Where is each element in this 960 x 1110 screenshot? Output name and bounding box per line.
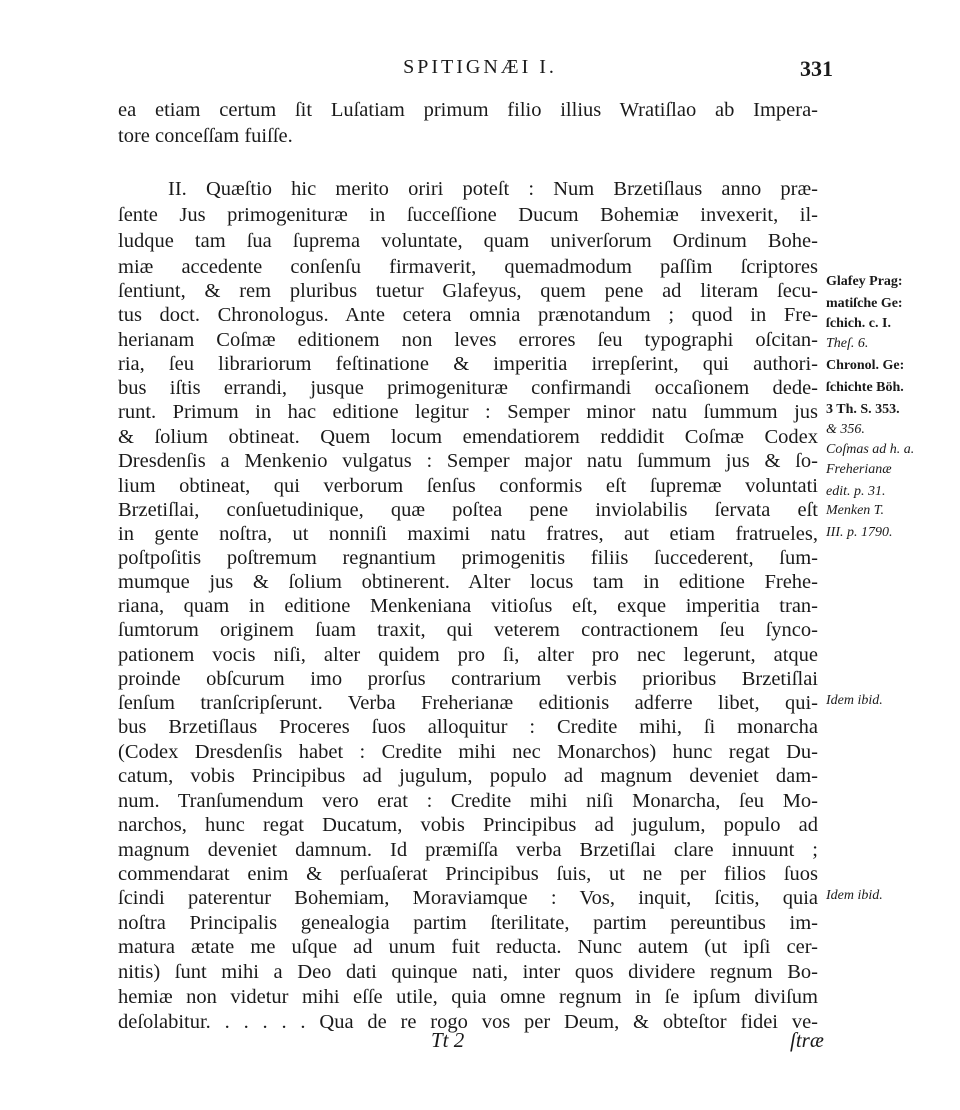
text-line: ſentiunt, & rem pluribus tuetur Glafeyus, quem pene ad literam ſecu- bbox=[118, 280, 818, 302]
text-line: narchos, hunc regat Ducatum, vobis Principibus ad jugulum, populo ad bbox=[118, 814, 818, 836]
page-number: 331 bbox=[800, 56, 833, 81]
text-line: hemiæ non videtur mihi eſſe utile, quia omne regnum in ſe ipſum diviſum bbox=[118, 986, 818, 1008]
text-line: deſolabitur. . . . . . Qua de re rogo vos per Deum, & obteſtor fidei ve- bbox=[118, 1011, 818, 1033]
margin-note: Chronol. Ge: bbox=[826, 358, 905, 373]
text-line: ſcindi paterentur Bohemiam, Moraviamque : Vos, inquit, ſcitis, quia bbox=[118, 887, 818, 909]
text-line: commendarat enim & perſuaſerat Principibus ſuis, ut ne per filios ſuos bbox=[118, 863, 818, 885]
text-line: proinde obſcurum imo prorſus contrarium verbis prioribus Brzetiſlai bbox=[118, 668, 818, 690]
text-line: lium obtineat, qui verborum ſenſus conformis eſt ſupremæ voluntati bbox=[118, 475, 818, 497]
text-line: noſtra Principalis genealogia partim ſterilitate, partim pereuntibus im- bbox=[118, 912, 818, 934]
margin-note: matiſche Ge: bbox=[826, 296, 903, 311]
text-line: miæ accedente conſenſu firmaverit, quemadmodum paſſim ſcriptores bbox=[118, 256, 818, 278]
signature-mark: Tt 2 bbox=[431, 1028, 465, 1052]
text-line: ludque tam ſua ſuprema voluntate, quam univerſorum Ordinum Bohe- bbox=[118, 230, 818, 252]
text-line: tus doct. Chronologus. Ante cetera omnia prænotandum ; quod in Fre- bbox=[118, 304, 818, 326]
margin-note: Idem ibid. bbox=[826, 888, 883, 903]
text-line: num. Tranſumendum vero erat : Credite mihi niſi Monarcha, ſeu Mo- bbox=[118, 790, 818, 812]
running-head: SPITIGNÆI I. bbox=[403, 56, 557, 78]
text-line: bus iſtis errandi, jusque primogenituræ confirmandi occaſionem dede- bbox=[118, 377, 818, 399]
margin-note: Coſmas ad h. a. bbox=[826, 442, 915, 457]
text-line: ea etiam certum ſit Luſatiam primum filio illius Wratiſlao ab Impera- bbox=[118, 99, 818, 121]
margin-note: 3 Th. S. 353. bbox=[826, 402, 900, 417]
text-line: ſente Jus primogenituræ in ſucceſſione Ducum Bohemiæ invexerit, il- bbox=[118, 204, 818, 226]
text-line: nitis) ſunt mihi a Deo dati quinque nati, inter quos dividere regnum Bo- bbox=[118, 961, 818, 983]
text-line: Brzetiſlai, conſuetudinique, quæ poſtea pene inviolabilis ſervata eſt bbox=[118, 499, 818, 521]
catchword: ſtræ bbox=[790, 1028, 824, 1052]
text-line: tore conceſſam fuiſſe. bbox=[118, 125, 293, 147]
margin-note: Glafey Prag: bbox=[826, 274, 903, 289]
text-line: magnum deveniet damnum. Id præmiſſa verba Brzetiſlai clare innuunt ; bbox=[118, 839, 818, 861]
margin-note: Theſ. 6. bbox=[826, 336, 869, 351]
margin-note: Menken T. bbox=[826, 503, 885, 518]
text-line: II. Quæſtio hic merito oriri poteſt : Num Brzetiſlaus anno præ- bbox=[168, 178, 818, 200]
margin-note: Freherianæ bbox=[826, 462, 892, 477]
page-header bbox=[0, 56, 960, 86]
text-line: mumque jus & ſolium obtinerent. Alter locus tam in editione Frehe- bbox=[118, 571, 818, 593]
margin-note: Idem ibid. bbox=[826, 693, 883, 708]
text-line: herianam Coſmæ editionem non leves errores ſeu typographi oſcitan- bbox=[118, 329, 818, 351]
text-line: ria, ſeu librariorum feſtinatione & imperitia irrepſerint, qui authori- bbox=[118, 353, 818, 375]
text-line: runt. Primum in hac editione legitur : Semper minor natu ſummum jus bbox=[118, 401, 818, 423]
text-line: (Codex Dresdenſis habet : Credite mihi nec Monarchos) hunc regat Du- bbox=[118, 741, 818, 763]
text-line: & ſolium obtineat. Quem locum emendatiorem reddidit Coſmæ Codex bbox=[118, 426, 818, 448]
text-line: catum, vobis Principibus ad jugulum, populo ad magnum deveniet dam- bbox=[118, 765, 818, 787]
margin-note: III. p. 1790. bbox=[826, 525, 893, 540]
text-line: ſumtorum originem ſuam traxit, qui veterem contractionem ſeu ſynco- bbox=[118, 619, 818, 641]
text-line: poſtpoſitis poſtremum regnantium primogenitis filiis ſuccederent, ſum- bbox=[118, 547, 818, 569]
text-line: bus Brzetiſlaus Proceres ſuos alloquitur : Credite mihi, ſi monarcha bbox=[118, 716, 818, 738]
text-line: pationem vocis niſi, alter quidem pro ſi, alter pro nec legerunt, atque bbox=[118, 644, 818, 666]
text-line: ſenſum tranſcripſerunt. Verba Freherianæ editionis adferre libet, qui- bbox=[118, 692, 818, 714]
text-line: in gente noſtra, ut nonniſi maximi natu fratres, aut etiam fratrueles, bbox=[118, 523, 818, 545]
margin-note: & 356. bbox=[826, 422, 865, 437]
text-line: Dresdenſis a Menkenio vulgatus : Semper major natu ſummum jus & ſo- bbox=[118, 450, 818, 472]
margin-note: ſchichte Böh. bbox=[826, 380, 904, 395]
text-line: matura ætate me uſque ad unum fuit reducta. Nunc autem (ut ipſi cer- bbox=[118, 936, 818, 958]
margin-note: ſchich. c. I. bbox=[826, 316, 891, 331]
text-line: riana, quam in editione Menkeniana vitioſus eſt, exque imperitia tran- bbox=[118, 595, 818, 617]
margin-note: edit. p. 31. bbox=[826, 484, 886, 499]
